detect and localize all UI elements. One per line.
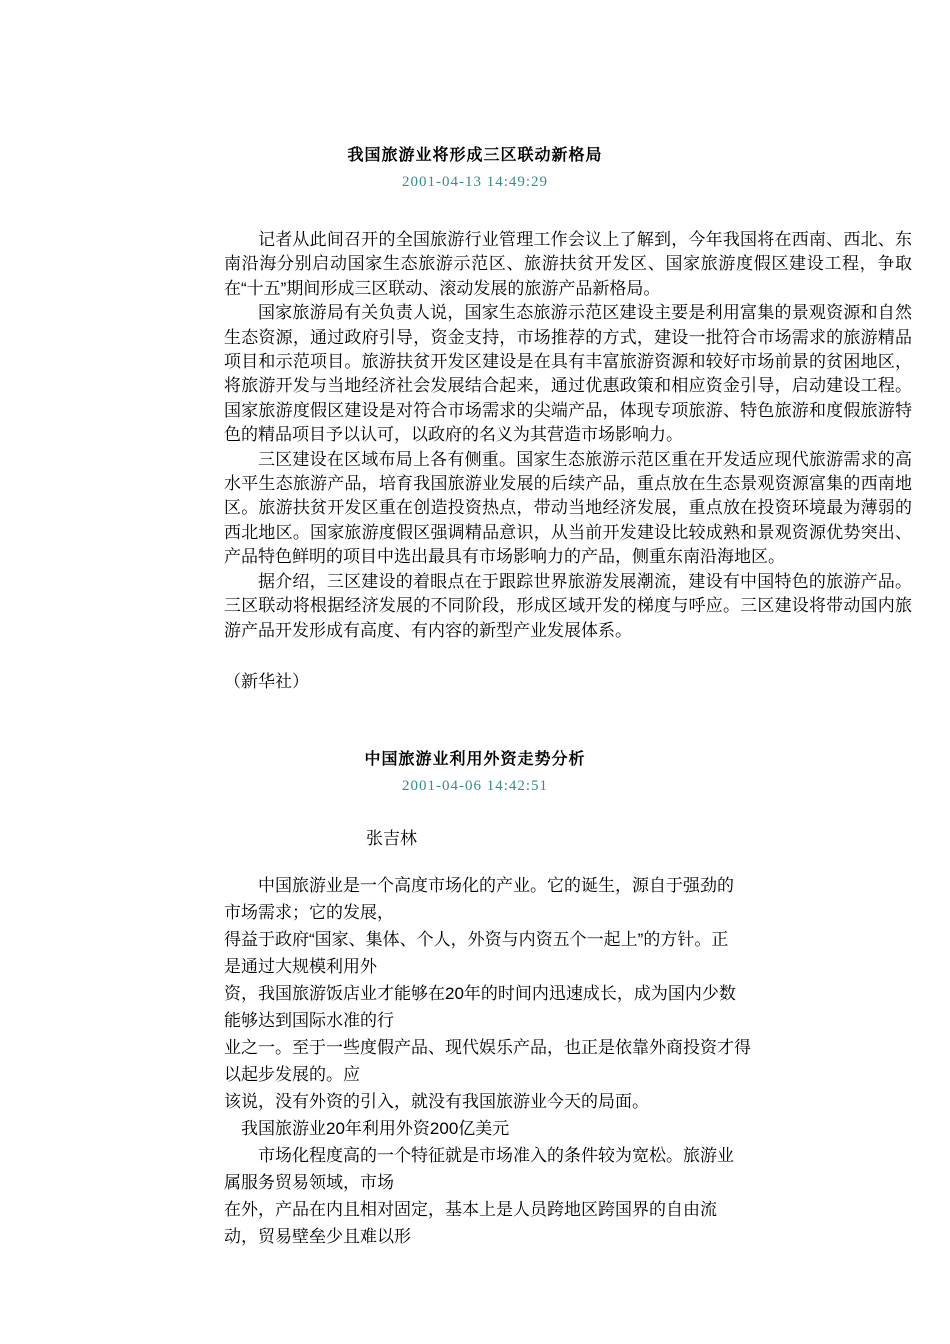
article-2-line: 资，我国旅游饭店业才能够在20年的时间内迅速成长，成为国内少数 [224, 983, 736, 1003]
article-1-body [224, 228, 912, 643]
article-2-line: 该说，没有外资的引入，就没有我国旅游业今天的局面。 [224, 1091, 649, 1111]
article-1-date: 2001-04-13 14:49:29 [401, 174, 549, 190]
article-1-paragraph: 国家旅游局有关负责人说，国家生态旅游示范区建设主要是利用富集的景观资源和自然生态资源，通过政府引导，资金支持，市场推荐的方式，建设一批符合市场需求的旅游精品项目和示范项目。旅游扶贫开发区建设是在具有丰富旅游资源和较好市场前景的贫困地区，将旅游开发与当地经济社会发展结合起来，通过优惠政策和相应资金引导，启动建设工程。国家旅游度假区建设是对符合市场需求的尖端产品，体现专项旅游、特色旅游和度假旅游特色的精品项目予以认可，以政府的名义为其营造市场影响力。 [224, 303, 912, 445]
article-2-line: 能够达到国际水准的行 [224, 1010, 394, 1030]
article-1-paragraph: 据介绍，三区建设的着眼点在于跟踪世界旅游发展潮流，建设有中国特色的旅游产品。三区联动将根据经济发展的不同阶段，形成区域开发的梯度与呼应。三区建设将带动国内旅游产品开发形成有高度、有内容的新型产业发展体系。 [224, 571, 912, 640]
article-2-line: 是通过大规模利用外 [224, 956, 377, 976]
article-2-line: 业之一。至于一些度假产品、现代娱乐产品，也正是依靠外商投资才得 [224, 1037, 751, 1057]
article-2-line: 得益于政府“国家、集体、个人，外资与内资五个一起上”的方针。正 [224, 929, 729, 949]
article-2-title: 中国旅游业利用外资走势分析 [364, 750, 586, 768]
article-1 [38, 146, 912, 694]
article-2-line: 中国旅游业是一个高度市场化的产业。它的诞生，源自于强劲的 [224, 875, 734, 895]
article-2-line: 市场需求；它的发展， [224, 902, 394, 922]
article-2-line: 市场化程度高的一个特征就是市场准入的条件较为宽松。旅游业 [224, 1145, 734, 1165]
article-2-line: 我国旅游业20年利用外资200亿美元 [224, 1118, 510, 1138]
article-1-title: 我国旅游业将形成三区联动新格局 [347, 147, 603, 164]
article-2-line: 在外，产品在内且相对固定，基本上是人员跨地区跨国界的自由流 [224, 1199, 717, 1219]
article-2-date: 2001-04-06 14:42:51 [401, 777, 549, 794]
article-1-paragraph: 三区建设在区域布局上各有侧重。国家生态旅游示范区重在开发适应现代旅游需求的高水平生态旅游产品，培育我国旅游业发展的后续产品，重点放在生态景观资源富集的西南地区。旅游扶贫开发区重在创造投资热点，带动当地经济发展，重点放在投资环境最为薄弱的西北地区。国家旅游度假区强调精品意识，从当前开发建设比较成熟和景观资源优势突出、产品特色鲜明的项目中选出最具有市场影响力的产品，侧重东南沿海地区。 [224, 449, 912, 567]
article-2-author: 张吉林 [366, 828, 417, 848]
article-2-line: 动，贸易壁垒少且难以形 [224, 1226, 411, 1246]
article-2-line: 以起步发展的。应 [224, 1064, 360, 1084]
article-1-paragraph: 记者从此间召开的全国旅游行业管理工作会议上了解到，今年我国将在西南、西北、东南沿海分别启动国家生态旅游示范区、旅游扶贫开发区、国家旅游度假区建设工程，争取在“十五”期间形成三区联动、滚动发展的旅游产品新格局。 [224, 230, 912, 298]
article-2 [38, 750, 912, 1250]
article-1-attribution: （新华社） [224, 671, 309, 691]
article-2-body [224, 872, 912, 1250]
article-2-line: 属服务贸易领域，市场 [224, 1172, 394, 1192]
